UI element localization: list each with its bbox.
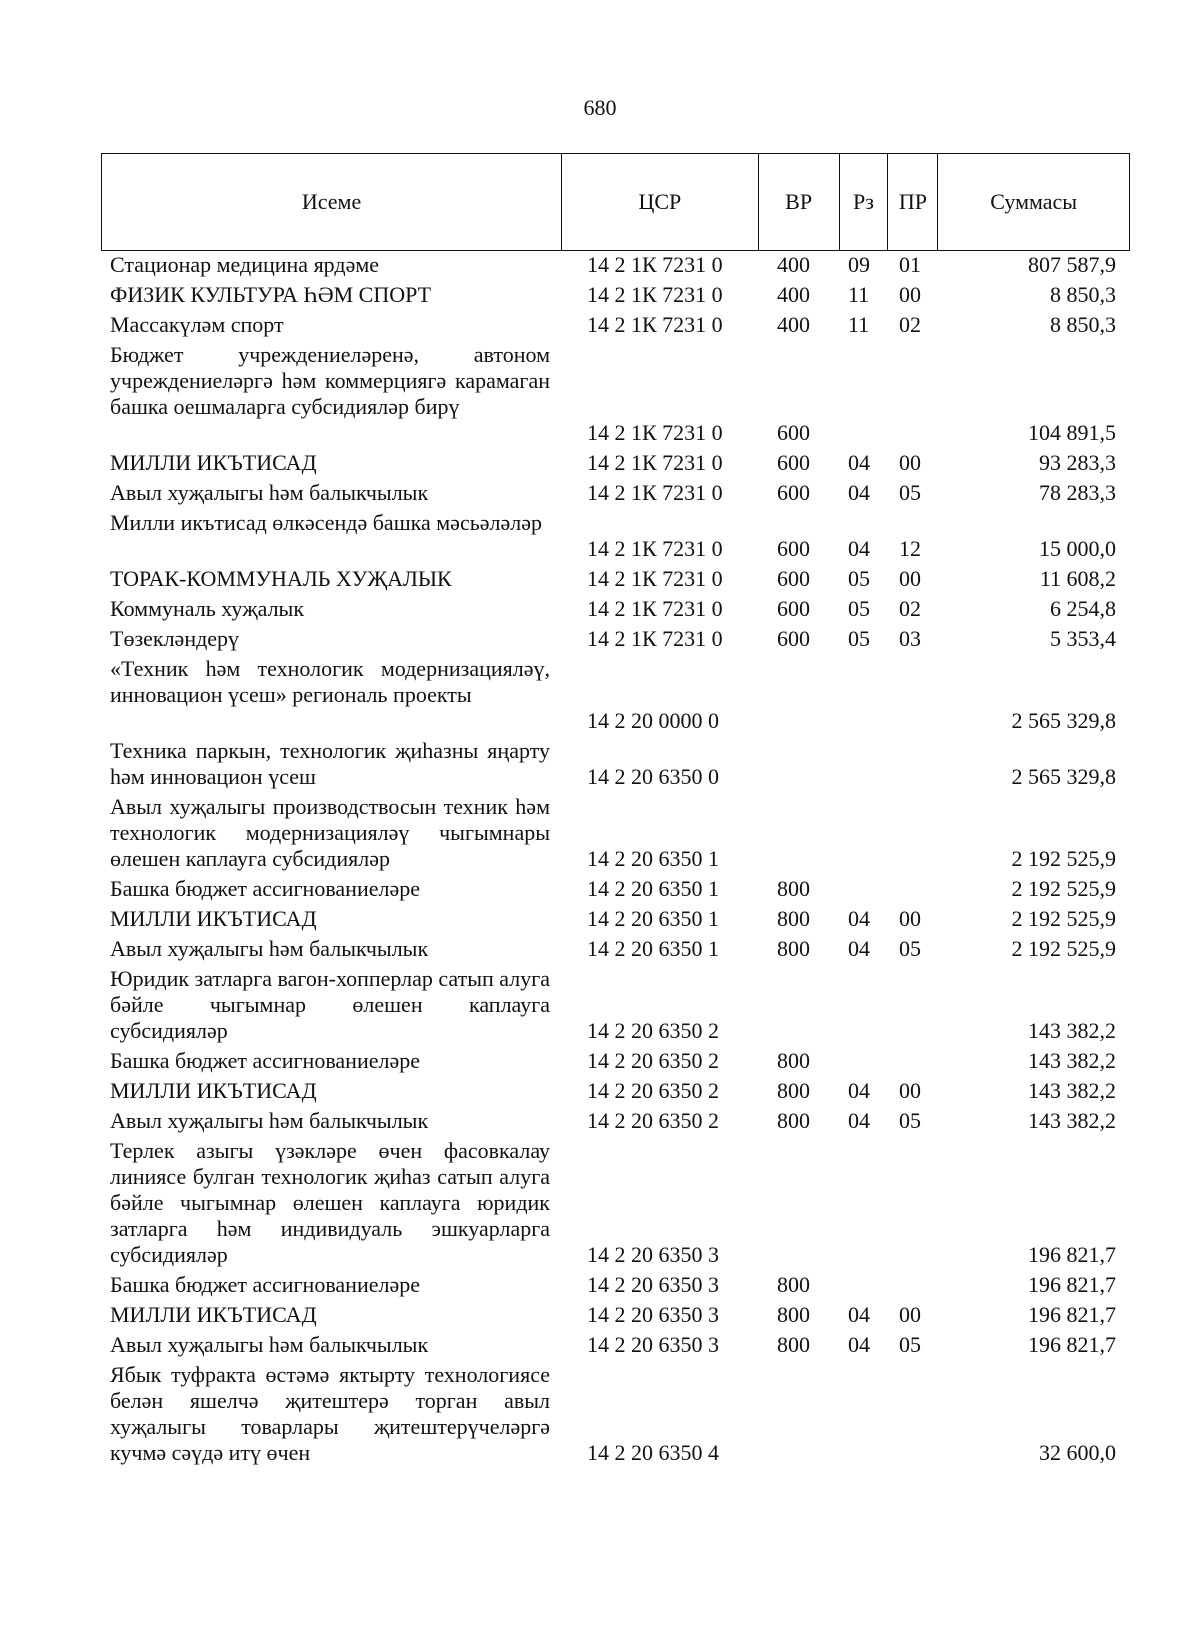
header-name: Исеме (301, 189, 362, 214)
row-vr-cell: 800 (777, 1302, 810, 1327)
row-sum-cell: 11 608,2 (1039, 566, 1116, 591)
row-pr-cell: 00 (899, 282, 921, 307)
row-sum-cell: 196 821,7 (1028, 1242, 1116, 1267)
row-rz-cell: 04 (848, 1302, 870, 1327)
table-row (0, 1300, 1200, 1330)
row-name-cell: Массакүләм спорт (110, 312, 284, 337)
row-csr-cell: 14 2 20 6350 3 (587, 1332, 719, 1357)
table-row (0, 1106, 1200, 1136)
row-csr-cell: 14 2 20 6350 2 (587, 1108, 719, 1133)
table-row (0, 1330, 1200, 1360)
table-row (0, 904, 1200, 934)
row-name-cell: МИЛЛИ ИКЪТИСАД (110, 1302, 317, 1327)
header-rz: Рз (839, 154, 888, 250)
row-rz-cell: 05 (848, 626, 870, 651)
row-vr-cell: 600 (777, 566, 810, 591)
table-row (0, 1076, 1200, 1106)
row-name-cell: Терлек азыгы үзәкләре өчен фасовкалау линиясе булган технологик җиһаз сатып алуга бәйле чыгымнар өлешен каплауга юридик затларга һәм индивидуаль эшкуарларга субсидияләр (110, 1138, 550, 1267)
row-sum-cell: 2 192 525,9 (1011, 936, 1116, 961)
row-name-cell: Юридик затларга вагон-хопперлар сатып алуга бәйле чыгымнар өлешен каплауга субсидияләр (110, 966, 551, 1043)
row-rz-cell: 05 (848, 596, 870, 621)
table-header (101, 153, 1130, 251)
row-pr-cell: 02 (899, 596, 921, 621)
table-row (0, 736, 1200, 792)
row-csr-cell: 14 2 20 6350 2 (587, 1018, 719, 1043)
row-csr-cell: 14 2 20 0000 0 (587, 708, 719, 733)
table-row (0, 792, 1200, 874)
row-name-cell: Төзекләндерү (110, 626, 240, 651)
row-name-cell: МИЛЛИ ИКЪТИСАД (110, 906, 317, 931)
row-vr-cell: 800 (777, 1332, 810, 1357)
row-vr-cell: 600 (777, 480, 810, 505)
row-rz-cell: 04 (848, 536, 870, 561)
table-row (0, 1270, 1200, 1300)
row-csr-cell: 14 2 20 6350 1 (587, 906, 719, 931)
row-sum-cell: 2 192 525,9 (1011, 876, 1116, 901)
row-name-cell: МИЛЛИ ИКЪТИСАД (110, 450, 317, 475)
row-name-cell: Техника паркын, технологик җиһазны яңарту һәм инновацион үсеш (110, 738, 550, 789)
row-csr-cell: 14 2 20 6350 1 (587, 936, 719, 961)
table-row (0, 448, 1200, 478)
row-pr-cell: 00 (899, 1302, 921, 1327)
row-sum-cell: 78 283,3 (1039, 480, 1116, 505)
row-sum-cell: 196 821,7 (1028, 1302, 1116, 1327)
row-vr-cell: 400 (777, 312, 810, 337)
row-rz-cell: 04 (848, 480, 870, 505)
row-csr-cell: 14 2 20 6350 2 (587, 1048, 719, 1073)
row-rz-cell: 09 (848, 252, 870, 277)
row-vr-cell: 400 (777, 282, 810, 307)
row-vr-cell: 800 (777, 1108, 810, 1133)
header-vr: ВР (758, 154, 839, 250)
row-sum-cell: 2 192 525,9 (1011, 846, 1116, 871)
header-sum: Суммасы (937, 154, 1129, 250)
row-csr-cell: 14 2 20 6350 2 (587, 1078, 719, 1103)
row-name-cell: Коммуналь хуҗалык (110, 596, 305, 621)
row-sum-cell: 2 192 525,9 (1011, 906, 1116, 931)
row-csr-cell: 14 2 20 6350 1 (587, 876, 719, 901)
row-sum-cell: 8 850,3 (1050, 282, 1116, 307)
row-vr-cell: 400 (777, 252, 810, 277)
row-name-cell: «Техник һәм технологик модернизацияләү, инновацион үсеш» региональ проекты (110, 656, 550, 707)
row-pr-cell: 12 (899, 536, 921, 561)
table-row (0, 934, 1200, 964)
row-rz-cell: 04 (848, 1108, 870, 1133)
table-row (0, 874, 1200, 904)
row-sum-cell: 6 254,8 (1050, 596, 1116, 621)
row-csr-cell: 14 2 1К 7231 0 (587, 282, 723, 307)
row-csr-cell: 14 2 1К 7231 0 (587, 596, 723, 621)
row-rz-cell: 11 (848, 312, 870, 337)
row-name-cell: Авыл хуҗалыгы һәм балыкчылык (110, 1332, 429, 1357)
row-csr-cell: 14 2 1К 7231 0 (587, 450, 723, 475)
row-csr-cell: 14 2 20 6350 1 (587, 846, 719, 871)
row-csr-cell: 14 2 20 6350 3 (587, 1302, 719, 1327)
table-row (0, 478, 1200, 508)
row-name-cell: Авыл хуҗалыгы һәм балыкчылык (110, 936, 429, 961)
row-sum-cell: 8 850,3 (1050, 312, 1116, 337)
table-row (0, 310, 1200, 340)
row-sum-cell: 143 382,2 (1028, 1108, 1116, 1133)
row-pr-cell: 05 (899, 936, 921, 961)
row-vr-cell: 600 (777, 536, 810, 561)
row-csr-cell: 14 2 20 6350 3 (587, 1242, 719, 1267)
row-sum-cell: 807 587,9 (1028, 252, 1116, 277)
row-pr-cell: 02 (899, 312, 921, 337)
row-vr-cell: 800 (777, 1272, 810, 1297)
table-row (0, 250, 1200, 280)
row-name-cell: Башка бюджет ассигнованиеләре (110, 876, 420, 901)
table-row (0, 624, 1200, 654)
row-name-cell: ТОРАК-КОММУНАЛЬ ХУҖАЛЫК (110, 566, 452, 591)
table-row (0, 594, 1200, 624)
header-pr: ПР (887, 154, 937, 250)
table-body (0, 250, 1200, 1468)
row-pr-cell: 05 (899, 1332, 921, 1357)
page-number: 680 (583, 95, 617, 120)
row-rz-cell: 04 (848, 1078, 870, 1103)
row-sum-cell: 2 565 329,8 (1011, 708, 1116, 733)
row-sum-cell: 143 382,2 (1028, 1078, 1116, 1103)
row-name-cell: Милли икътисад өлкәсендә башка мәсьәләләр (110, 510, 542, 535)
row-rz-cell: 04 (848, 450, 870, 475)
row-sum-cell: 196 821,7 (1028, 1332, 1116, 1357)
row-name-cell: Авыл хуҗалыгы һәм балыкчылык (110, 1108, 429, 1133)
row-sum-cell: 93 283,3 (1039, 450, 1116, 475)
table-row (0, 654, 1200, 736)
row-vr-cell: 800 (777, 1048, 810, 1073)
row-csr-cell: 14 2 1К 7231 0 (587, 626, 723, 651)
row-csr-cell: 14 2 1К 7231 0 (587, 312, 723, 337)
row-csr-cell: 14 2 20 6350 3 (587, 1272, 719, 1297)
header-csr: ЦСР (561, 154, 758, 250)
row-name-cell: Башка бюджет ассигнованиеләре (110, 1048, 420, 1073)
row-sum-cell: 196 821,7 (1028, 1272, 1116, 1297)
row-pr-cell: 00 (899, 566, 921, 591)
table-row (0, 964, 1200, 1046)
row-csr-cell: 14 2 20 6350 0 (587, 764, 719, 789)
table-row (0, 280, 1200, 310)
table-row (0, 1136, 1200, 1270)
row-pr-cell: 03 (899, 626, 921, 651)
table-row (0, 340, 1200, 448)
row-csr-cell: 14 2 1К 7231 0 (587, 252, 723, 277)
row-sum-cell: 32 600,0 (1039, 1440, 1116, 1465)
row-sum-cell: 15 000,0 (1039, 536, 1116, 561)
row-name-cell: ФИЗИК КУЛЬТУРА ҺӘМ СПОРТ (110, 282, 432, 307)
row-csr-cell: 14 2 1К 7231 0 (587, 480, 723, 505)
row-rz-cell: 11 (848, 282, 870, 307)
row-name-cell: Авыл хуҗалыгы производствосын техник һәм технологик модернизацияләү чыгымнары өлешен каплауга субсидияләр (110, 794, 550, 871)
row-vr-cell: 600 (777, 450, 810, 475)
row-vr-cell: 600 (777, 420, 810, 445)
row-name-cell: Башка бюджет ассигнованиеләре (110, 1272, 420, 1297)
table-row (0, 564, 1200, 594)
row-csr-cell: 14 2 1К 7231 0 (587, 420, 723, 445)
row-name-cell: Бюджет учреждениеләренә, автоном учреждениеләргә һәм коммерциягә карамаган башка оешмаларга субсидияләр бирү (110, 342, 550, 419)
table-row (0, 1046, 1200, 1076)
row-sum-cell: 104 891,5 (1028, 420, 1116, 445)
row-sum-cell: 143 382,2 (1028, 1048, 1116, 1073)
row-pr-cell: 01 (899, 252, 921, 277)
row-rz-cell: 04 (848, 906, 870, 931)
row-sum-cell: 2 565 329,8 (1011, 764, 1116, 789)
row-vr-cell: 600 (777, 596, 810, 621)
row-rz-cell: 04 (848, 1332, 870, 1357)
row-pr-cell: 05 (899, 480, 921, 505)
table-row (0, 508, 1200, 564)
row-pr-cell: 00 (899, 906, 921, 931)
row-vr-cell: 800 (777, 906, 810, 931)
row-csr-cell: 14 2 1К 7231 0 (587, 536, 723, 561)
table-row (0, 1360, 1200, 1468)
row-sum-cell: 5 353,4 (1050, 626, 1116, 651)
row-vr-cell: 800 (777, 1078, 810, 1103)
row-name-cell: МИЛЛИ ИКЪТИСАД (110, 1078, 317, 1103)
row-name-cell: Ябык туфракта өстәмә яктырту технологиясе белән яшелчә җитештерә торган авыл хуҗалыгы товарлары җитештерүчеләргә кучмә сәүдә итү өчен (110, 1362, 550, 1465)
row-pr-cell: 00 (899, 1078, 921, 1103)
row-pr-cell: 05 (899, 1108, 921, 1133)
row-vr-cell: 800 (777, 876, 810, 901)
row-csr-cell: 14 2 20 6350 4 (587, 1440, 719, 1465)
row-sum-cell: 143 382,2 (1028, 1018, 1116, 1043)
row-pr-cell: 00 (899, 450, 921, 475)
row-name-cell: Стационар медицина ярдәме (110, 252, 380, 277)
row-csr-cell: 14 2 1К 7231 0 (587, 566, 723, 591)
row-vr-cell: 800 (777, 936, 810, 961)
row-rz-cell: 05 (848, 566, 870, 591)
row-name-cell: Авыл хуҗалыгы һәм балыкчылык (110, 480, 429, 505)
row-vr-cell: 600 (777, 626, 810, 651)
row-rz-cell: 04 (848, 936, 870, 961)
